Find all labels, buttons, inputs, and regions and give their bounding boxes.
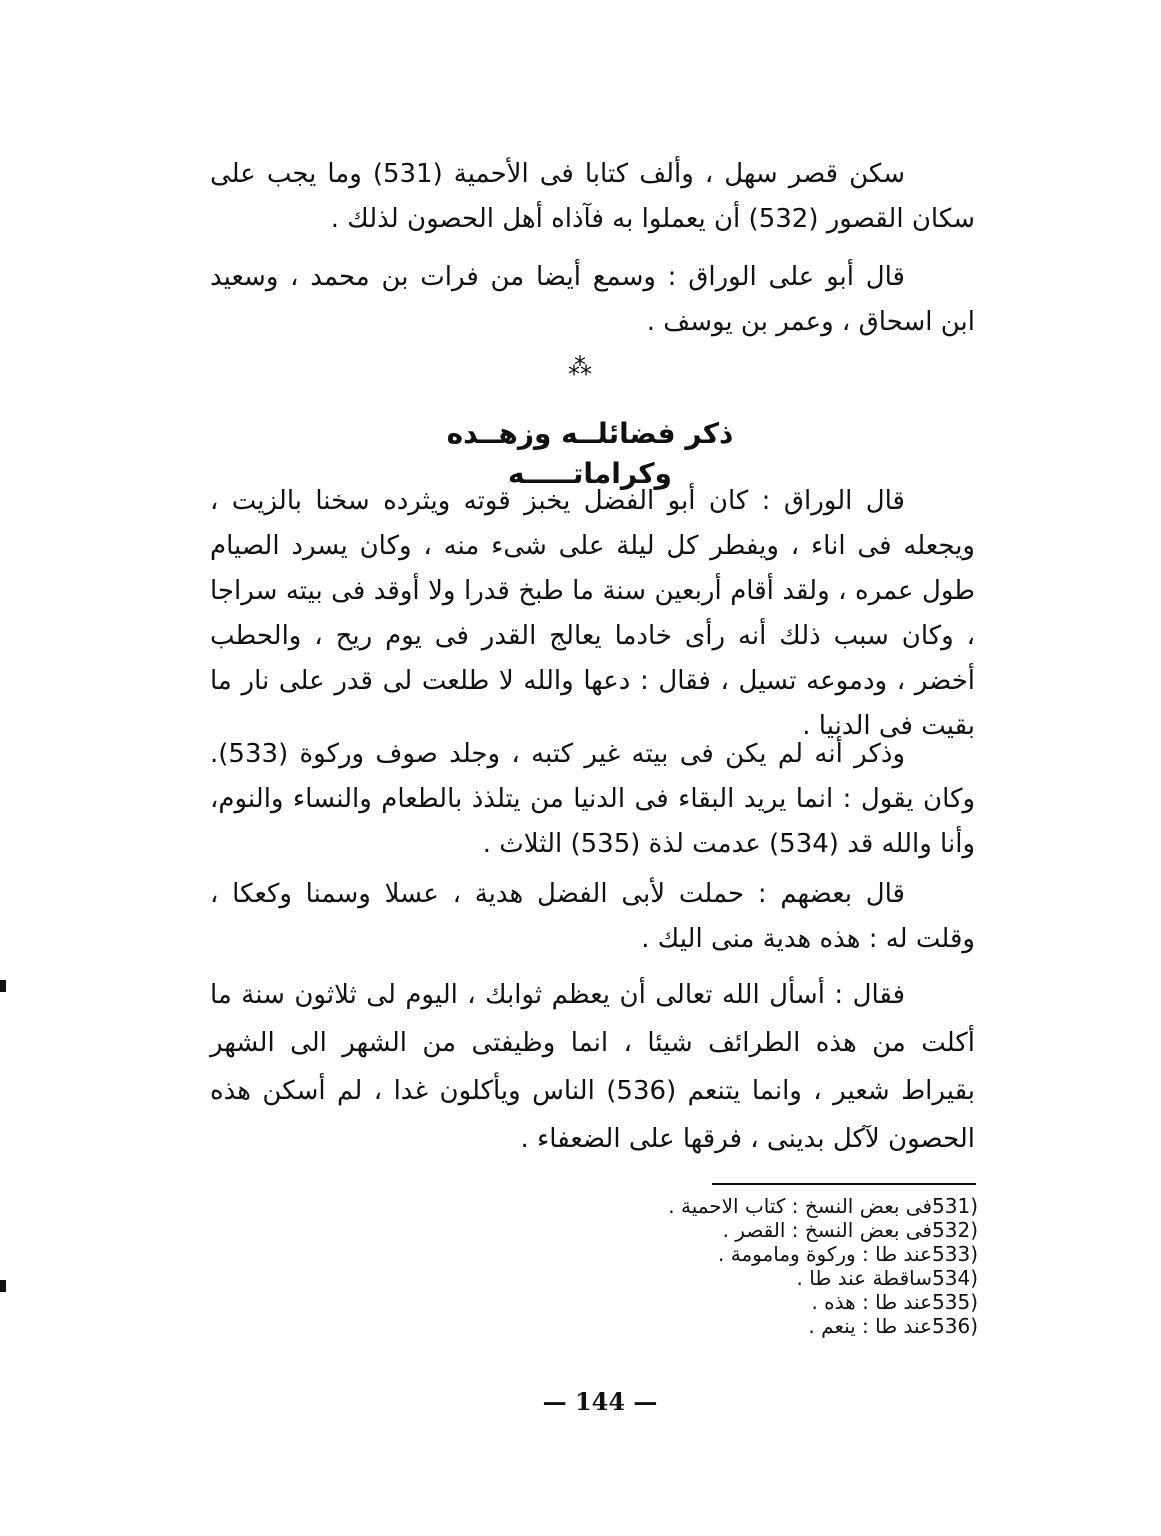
footnote-item <box>560 1218 978 1242</box>
page-number: — 144 — <box>542 1387 658 1416</box>
footnote-number: 534) <box>932 1266 978 1290</box>
paragraph-text: قال أبو على الوراق : وسمع أيضا من فرات بن محمد ، وسعيد ابن اسحاق ، وعمر بن يوسف . <box>210 262 975 337</box>
footnotes-list <box>560 1194 978 1338</box>
paragraph-text: وذكر أنه لم يكن فى بيته غير كتبه ، وجلد صوف وركوة (533). وكان يقول : انما يريد البقاء فى الدنيا من يتلذذ بالطعام والنساء والنوم، وأنا والله قد (534) عدمت لذة (535) الثلاث . <box>210 739 975 859</box>
scan-artifact <box>0 980 6 992</box>
section-heading: ذكر فضائلــه وزهــده وكراماتـــــه <box>446 417 734 490</box>
footnote-number: 533) <box>932 1242 978 1266</box>
footnote-text: ساقطة عند طا . <box>796 1266 932 1290</box>
footnote-text: عند طا : هذه . <box>811 1290 932 1314</box>
footnote-number: 532) <box>932 1218 978 1242</box>
body-paragraph-6 <box>210 971 975 1163</box>
paragraph-text: سكن قصر سهل ، وألف كتابا فى الأحمية (531) وما يجب على سكان القصور (532) أن يعملوا به فآذاه أهل الحصون لذلك . <box>210 159 975 234</box>
footnote-item <box>560 1266 978 1290</box>
body-paragraph-4 <box>210 732 975 867</box>
footnote-number: 531) <box>932 1194 978 1218</box>
footnote-text: فى بعض النسخ : كتاب الاحمية . <box>668 1194 932 1218</box>
footnote-text: فى بعض النسخ : القصر . <box>722 1218 932 1242</box>
footnote-text: عند طا : وركوة ومامومة . <box>718 1242 932 1266</box>
footnote-number: 536) <box>932 1314 978 1338</box>
body-paragraph-3 <box>210 479 975 749</box>
footnote-item <box>560 1314 978 1338</box>
footnote-divider <box>712 1183 976 1185</box>
section-ornament-icon: ⁂ <box>568 353 592 381</box>
footnote-text: عند طا : ينعم . <box>808 1314 932 1338</box>
paragraph-text: فقال : أسأل الله تعالى أن يعظم ثوابك ، اليوم لى ثلاثون سنة ما أكلت من هذه الطرائف شيئا ، انما وظيفتى من الشهر الى الشهر بقيراط شعير ، وانما يتنعم (536) الناس ويأكلون غدا ، لم أسكن هذه الحصون لآكل بدينى ، فرقها على الضعفاء . <box>210 980 975 1154</box>
paragraph-text: قال الوراق : كان أبو الفضل يخبز قوته ويثرده سخنا بالزيت ، ويجعله فى اناء ، ويفطر كل ليلة على شىء منه ، وكان يسرد الصيام طول عمره ، ولقد أقام أربعين سنة ما طبخ قدرا ولا أوقد فى بيته سراجا ، وكان سبب ذلك أنه رأى خادما يعالج القدر فى يوم ريح ، والحطب أخضر ، ودموعه تسيل ، فقال : دعها والله لا طلعت لى قدر على نار ما بقيت فى الدنيا . <box>210 486 975 741</box>
footnote-number: 535) <box>932 1290 978 1314</box>
footnote-item <box>560 1194 978 1218</box>
footnote-item <box>560 1290 978 1314</box>
scan-artifact <box>0 1280 6 1292</box>
paragraph-text: قال بعضهم : حملت لأبى الفضل هدية ، عسلا وسمنا وكعكا ، وقلت له : هذه هدية منى اليك . <box>210 879 975 954</box>
body-paragraph-2 <box>210 255 975 345</box>
footnote-item <box>560 1242 978 1266</box>
body-paragraph-1 <box>210 152 975 242</box>
body-paragraph-5 <box>210 872 975 962</box>
